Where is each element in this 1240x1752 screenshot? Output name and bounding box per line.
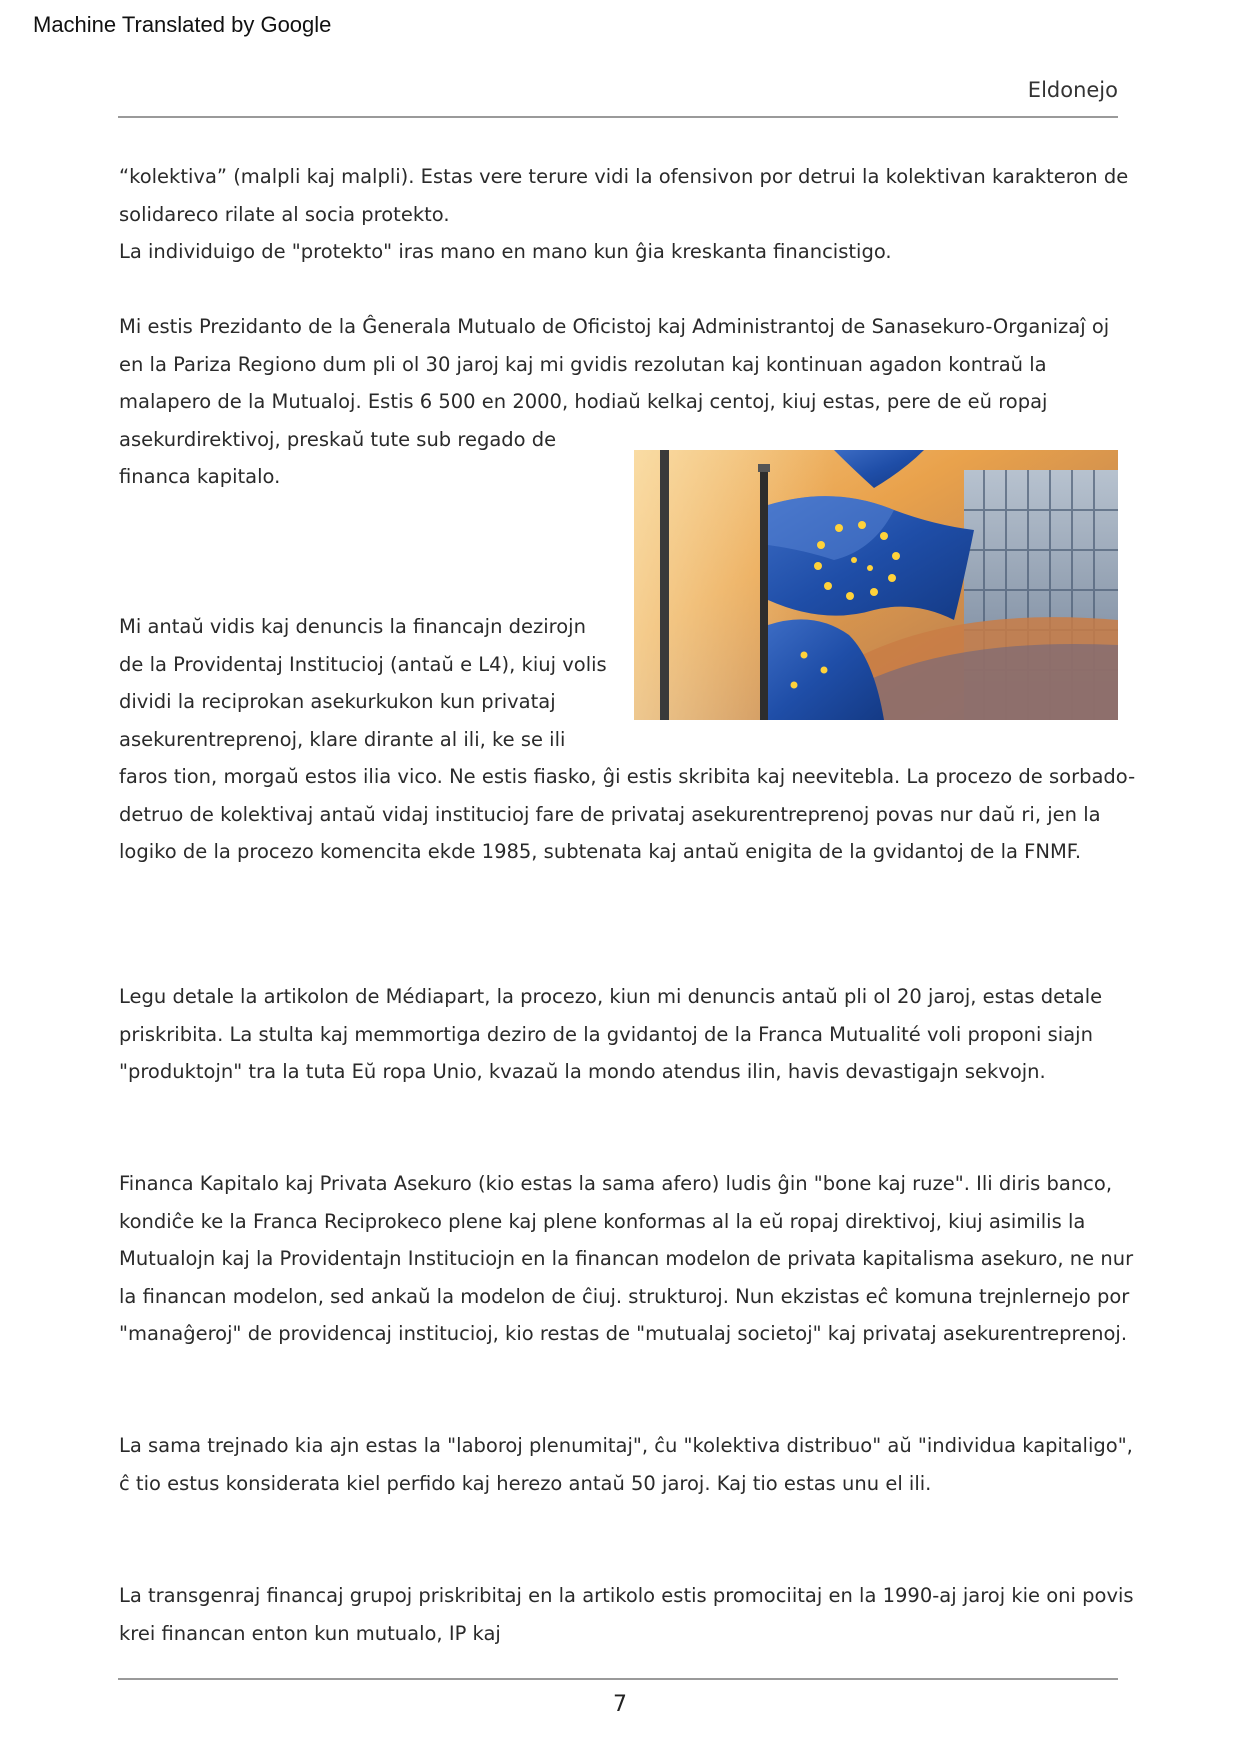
machine-translated-label: Machine Translated by Google [33,12,332,37]
paragraph-2: Mi estis Prezidanto de la Ĝenerala Mutualo de Oficistoj kaj Administrantoj de Sanasekuro-Organizaĵ oj en la Pariza Regiono dum pli ol 30 jaroj kaj mi gvidis rezolutan kaj kontinuan agadon kontraŭ la malapero de la Mutualoj. Estis 6 500 en 2000, hodiaŭ kelkaj centoj, kiuj estas, pere de eŭ ropaj asekurdirektivoj, preskaŭ tute sub regado de financa kapitalo. [119,315,1110,488]
page-number: 7 [613,1692,627,1717]
header-divider [118,116,1118,118]
paragraph-5: Financa Kapitalo kaj Privata Asekuro (kio estas la sama afero) ludis ĝin "bone kaj ruze". Ili diris banco, kondiĉe ke la Franca Reciprokeco plene kaj plene konformas al la eŭ ropaj direktivoj, kiuj asimilis la Mutualojn kaj la Providentajn Instituciojn en la financan modelon de privata kapitalisma asekuro, ne nur la financan modelon, sed ankaŭ la modelon de ĉiuj. strukturoj. Nun ekzistas eĉ komuna trejnlernejo por "manaĝeroj" de providencaj institucioj, kio restas de "mutualaj societoj" kaj privataj asekurentreprenoj. [119,1172,1134,1345]
paragraph-6: La sama trejnado kia ajn estas la "laboroj plenumitaj", ĉu "kolektiva distribuo" aŭ "individua kapitaligo", ĉ tio estus konsiderata kiel perfido kaj herezo antaŭ 50 jaroj. Kaj tio estas unu el ili. [119,1434,1133,1495]
footer-divider [118,1678,1118,1680]
paragraph-4: Legu detale la artikolon de Médiapart, la procezo, kiun mi denuncis antaŭ pli ol 20 jaroj, estas detale priskribita. La stulta kaj memmortiga deziro de la gvidantoj de la Franca Mutualité voli proponi siajn "produktojn" tra la tuta Eŭ ropa Unio, kvazaŭ la mondo atendus ilin, havis devastigajn sekvojn. [119,985,1103,1083]
paragraph-7: La transgenraj financaj grupoj priskribitaj en la artikolo estis promociitaj en la 1990-aj jaroj kie oni povis krei financan enton kun mutualo, IP kaj [119,1584,1134,1645]
paragraph-1: “kolektiva” (malpli kaj malpli). Estas vere terure vidi la ofensivon por detrui la kolektivan karakteron de solidareco rilate al socia protekto. La individuigo de "protekto" iras mano en mano kun ĝia kreskanta financistigo. [119,165,1129,263]
paragraph-3: Mi antaŭ vidis kaj denuncis la financajn dezirojn de la Providentaj Institucioj (antaŭ e L4), kiuj volis dividi la reciprokan asekurkukon kun privataj asekurentreprenoj, klare dirante al ili, ke se ili faros tion, morgaŭ estos ilia vico. Ne estis fiasko, ĝi estis skribita kaj neevitebla. La procezo de sorbado- detruo de kolektivaj antaŭ vidaj institucioj fare de privataj asekurentreprenoj povas nur daŭ ri, jen la logiko de la procezo komencita ekde 1985, subtenata kaj antaŭ enigita de la gvidantoj de la FNMF. [119,615,1136,863]
header-title: Eldonejo [1027,78,1118,102]
